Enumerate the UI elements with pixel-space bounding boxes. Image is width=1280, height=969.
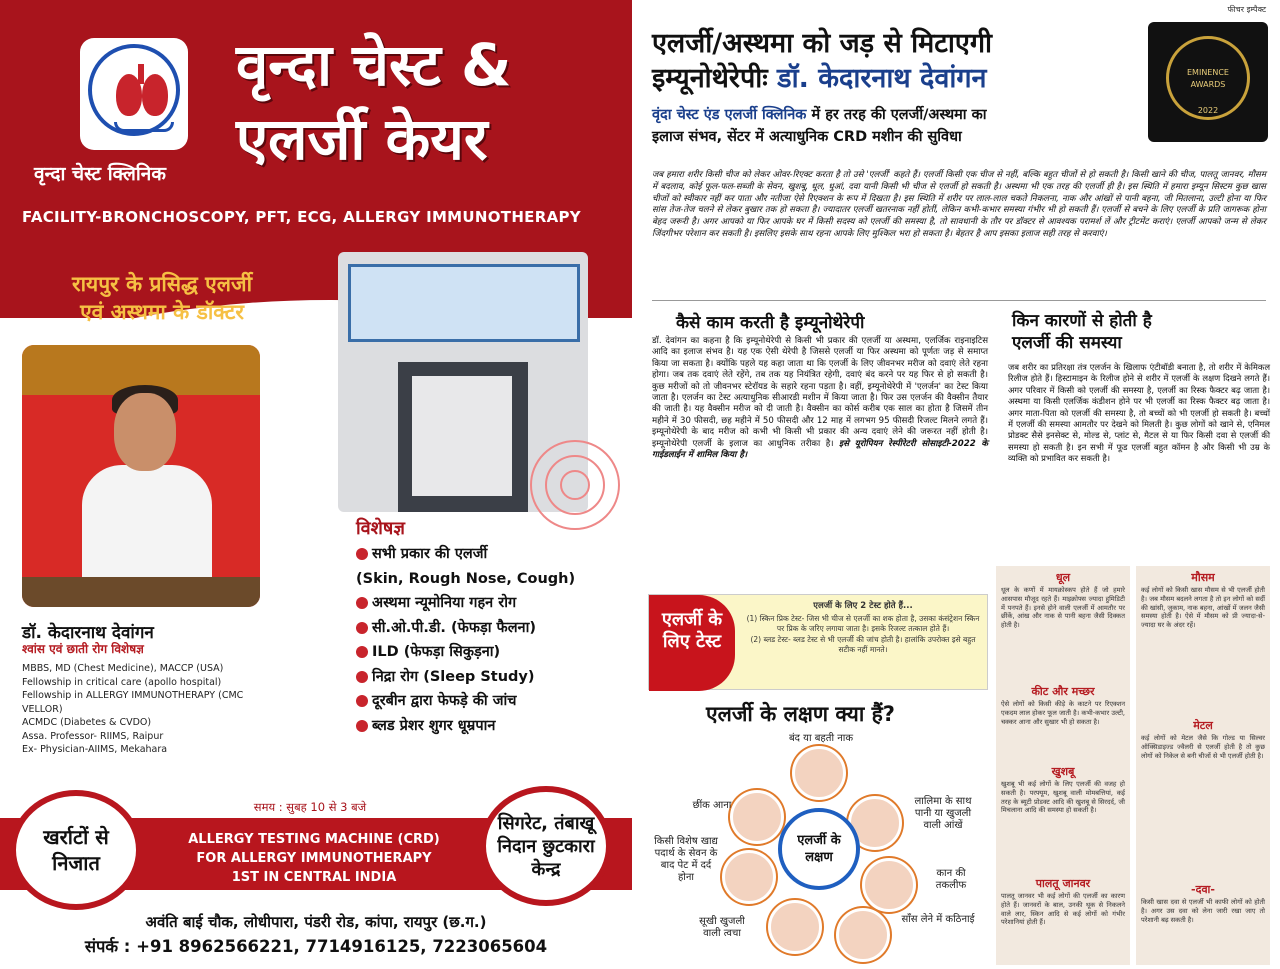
smoking-badge: सिगरेट, तंबाखू निदान छुटकारा केन्द्र [480, 786, 612, 906]
lung-icon [142, 74, 168, 116]
article-headline: एलर्जी/अस्थमा को जड़ से मिटाएगी इम्यूनोथेरेपीः डॉ. केदारनाथ देवांगन [652, 28, 993, 94]
symptoms-center: एलर्जी के लक्षण [778, 808, 860, 890]
bullet-icon [356, 548, 368, 560]
list-item: अस्थमा न्यूमोनिया गहन रोग [356, 591, 616, 616]
symptoms-heading: एलर्जी के लक्षण क्या हैं? [706, 702, 895, 726]
cause-heading: कीट और मच्छर [1031, 685, 1095, 698]
breath-icon [836, 908, 890, 962]
cause-text: कई लोगों को किसी खास मौसम से भी एलर्जी होती है। जब मौसम बदलने लगता है तो इन लोगों को सर्दी की खांसी, जुकाम, नाक बहना, आंखों में जलन जैसी समस्या होती है। ऐसे में मौसम को प्री ज्यादा-से-ज्यादा घर के अंदर रहें। [1141, 586, 1265, 630]
specialties-heading: विशेषज्ञ [356, 518, 405, 539]
article-column-why: जब शरीर का प्रतिरक्षा तंत्र एलर्जन के खिलाफ एंटीबॉडी बनाता है, तो शरीर में केमिकल रिलीज होते हैं। हिस्टामाइन के रिलीज होने से शरीर में एलर्जी के लक्षण दिखने लगते हैं। अगर परिवार में किसी को एलर्जी की समस्या है, एलर्जी का रिस्क फैक्टर बढ़ जाता है। अस्थमा या किसी एलर्जिक कंडीशन होने पर भी एलर्जी का रिस्क फैक्टर बढ़ जाता है। अगर माता-पिता को एलर्जी की समस्या है, तो बच्चों को भी एलर्जी हो सकती है। बच्चों में एलर्जी की समस्या आमतौर पर देखने को मिलती है। कुछ लोगों को खाने से, एनिमल प्रोडक्ट सैसे इनसेक्ट से, मोल्ड से, प्लांट से, मैटल से या फिर किसी दवा से एलर्जी की समस्या हो सकती है। इन सभी में फूड एलर्जी बहुत कॉमन है और किसी भी उम्र के व्यक्ति को प्रभावित कर सकती है। [1008, 362, 1270, 464]
test-label: एलर्जी के लिए टेस्ट [649, 595, 735, 691]
hand-icon [114, 122, 174, 132]
bullet-icon [356, 622, 368, 634]
specialties-list [356, 542, 616, 738]
cause-heading: धूल [1055, 571, 1071, 584]
cause-heading: मेटल [1193, 719, 1213, 732]
list-item: सी.ओ.पी.डी. (फेफड़ा फैलना) [356, 616, 616, 641]
article-column-how: डॉ. देवांगन का कहना है कि इम्यूनोथेरेपी से किसी भी प्रकार की एलर्जी या अस्थमा, एलर्जिक राइनाइटिस आदि का इलाज संभव है। यह एक ऐसी थेरेपी है जिससे एलर्जी या फिर अस्थमा को पूर्णतः जड़ से समाप्त किया जा सकता है। क्योंकि पहले यह कहा जाता था कि एलर्जी के लिए जीवनभर मरीज को दवाएं लेते रहना होगा। जब तक दवाएं लेते रहेंगे, तब तक यह नियंत्रित रहेगी, दवाएं बंद करने पर यह फिर से हो सकती है। कुछ मरीजों को तो जीवनभर स्टेरॉयड के सहारे रहना पड़ता है। वहीं, इम्यूनोथेरेपी में 'एलर्जन' का टेस्ट किया जाता है। एलर्जन का टेस्ट अत्याधुनिक सीआरडी मशीन में किया जाता है। फिर उस एलर्जन की वैक्सीन तैयार की जाती है। यह वैक्सीन मरीज को दी जाती है। वैक्सीन का कोर्स करीब एक साल का होता है जिसमें तीन महीने में 30 फीसदी, छह महीने में 50 फीसदी और 12 माह में लगभग 95 फीसदी रिजल्ट मिलने लगते हैं। इम्यूनोथेरेपी के बाद मरीज को कभी भी किसी भी प्रकार की अन्य दवाएं लेने की जरूरत नहीं होती है। इम्यूनोथेरेपी एलर्जी के इलाज का आधुनिक तरीका है। इसे यूरोपियन रेस्पीरेटरी सोसाइटी-2022 के गाईडलाईन में शामिल किया है। [652, 336, 988, 461]
clinic-advertisement [0, 0, 632, 969]
bullet-icon [356, 695, 368, 707]
stomach-icon [722, 850, 776, 904]
list-item: ब्लड प्रेशर शुगर धूम्रपान [356, 714, 616, 739]
divider [652, 300, 1266, 301]
list-item: सभी प्रकार की एलर्जी [356, 542, 616, 567]
test-text: एलर्जी के लिए 2 टेस्ट होते हैं... (1) स्किन प्रिक टेस्ट- जिस भी चीज से एलर्जी का शक होता है, उसका कंसंट्रेशन स्किन पर प्रिक के जरिए लगाया जाता है। इसके रिजल्ट तत्काल होते हैं। (2) ब्लड टेस्ट- ब्लड टेस्ट से भी एलर्जी की जांच होती है। हालांकि उपरोक्त इसे बहुत सटीक नहीं मानते। [746, 601, 980, 654]
symptom-label: छींक आना [692, 800, 732, 811]
machine-text: ALLERGY TESTING MACHINE (CRD) FOR ALLERGY IMMUNOTHERAPY 1ST IN CENTRAL INDIA [188, 832, 440, 885]
snoring-badge: खर्राटों से निजात [10, 790, 142, 910]
ear-icon [862, 858, 916, 912]
symptom-label: किसी विशेष खाद्य पदार्थ के सेवन के बाद पेट में दर्द होना [654, 836, 718, 883]
cause-heading: पालतू जानवर [1035, 877, 1091, 890]
clinic-timing: समय : सुबह 10 से 3 बजे [253, 800, 367, 814]
cause-heading: खुशबू [1051, 765, 1075, 778]
cause-text: ऐसे लोगों को किसी कीड़े के काटने पर रिएक्शन एकदम लाल होकर फूल जाती है। कभी-कभार उल्टी, चक्कर आना और सुखार भी हो सकता है। [1001, 700, 1125, 726]
clinic-name: वृन्दा चेस्ट क्लिनिक [34, 163, 166, 185]
qualifications: MBBS, MD (Chest Medicine), MACCP (USA) Fellowship in critical care (apollo hospital) Fellowship in ALLERGY IMMUNOTHERAPY (CMC VELLOR) ACMDC (Diabetes & CVDO) Assa. Professor- RIIMS, Raipur Ex- Physician-AIIMS, Mekahara [22, 663, 244, 755]
nose-icon [792, 746, 846, 800]
cause-heading: मौसम [1191, 571, 1215, 584]
symptom-label: बंद या बहती नाक [788, 733, 854, 744]
cause-text: पालतू जानवर भी कई लोगों की एलर्जी का कारण होते हैं। जानवरों के बाल, उनकी थूक से निकलने वाले लार, स्किन आदि से कई लोगों को गंभीर परेशानियां होती हैं। [1001, 892, 1125, 927]
article-intro: जब हमारा शरीर किसी चीज को लेकर ओवर-रिएक्ट करता है तो उसे 'एलर्जी' कहते हैं। एलर्जी किसी एक चीज से नहीं, बल्कि बहुत चीजों से हो सकती है। किसी खाने की चीज, पालतू जानवर, मौसम में बदलाव, कोई फूल-फल-सब्जी के सेवन, खुशबू, धूल, धुआं, दवा यानी किसी भी चीज से एलर्जी हो सकती है। अस्थमा भी एक तरह की एलर्जी ही है। इस स्थिति में हमारा इम्यून सिस्टम कुछ खास चीजों को स्वीकार नहीं कर पाता और नतीजा ऐसे रिएक्शन के रूप में दिखता है। इस स्थिति में शरीर पर लाल-लाल चकते निकलना, नाक और आंखों से पानी बहना, जी मितलाना, उल्टी होना या फिर सांस तेज-तेज चलने से लेकर बुखार तक हो सकता है। ज्यादातर एलर्जी खतरनाक नहीं होतीं, लेकिन कभी-कभार समस्या गंभीर भी हो सकती हैं। एलर्जी से बचने के लिए एलर्जी के प्रति जागरूक होना बेहद जरूरी है। अगर आपको या फिर आपके घर में किसी सदस्य को एलर्जी की समस्या है, तो सावधानी के तौर पर डॉक्टर से आवश्यक परामर्श लें और ट्रीटमेंट कराएं। एलर्जी आपको जन्म से लेकर जिंदगीभर परेशान कर सकती है। इसलिए इसके साथ रहना आपके लिए मुश्किल भरा हो सकता है। बेहतर है आप इसका इलाज सही तरह से करवाएं। [652, 170, 1266, 239]
cause-heading: -दवा- [1191, 883, 1215, 896]
award-badge: EMINENCE AWARDS 2022 [1148, 22, 1268, 142]
list-item: (Skin, Rough Nose, Cough) [356, 570, 576, 587]
skin-icon [768, 900, 822, 954]
cause-text: खुशबू भी कई लोगों के लिए एलर्जी की वजह हो सकती है। परफ्यूम, खुशबू वाली मोमबत्तियां, कई तरह के ब्यूटी प्रोडक्ट आदि की खुशबू से सिरदर्द, जी मिचलाना आदि की समस्या हो सकती है। [1001, 780, 1125, 815]
lung-icon [116, 74, 142, 116]
clinic-address: अवंति बाई चौक, लोधीपारा, पंडरी रोड, कांपा, रायपुर (छ.ग.) [145, 913, 487, 931]
section-heading-why: किन कारणों से होती है एलर्जी की समस्या [1012, 311, 1152, 353]
allergy-causes-sidebar [996, 566, 1270, 965]
list-item: ILD (फेफड़ा सिकुड़ना) [356, 640, 616, 665]
doctor-photo [22, 345, 260, 607]
facility-list: FACILITY-BRONCHOSCOPY, PFT, ECG, ALLERGY IMMUNOTHERAPY [22, 208, 581, 226]
clinic-logo [80, 38, 188, 150]
section-heading-how: कैसे काम करती है इम्यूनोथेरेपी [676, 313, 865, 333]
symptom-label: साँस लेने में कठिनाई [901, 914, 975, 925]
feature-label: फीचर इम्पैक्ट [1227, 5, 1266, 14]
contact-numbers: संपर्क : +91 8962566221, 7714916125, 7223065604 [84, 937, 548, 956]
symptom-label: लालिमा के साथ पानी या खुजली वाली आंखें [914, 796, 972, 831]
bullet-icon [356, 720, 368, 732]
symptom-label: कान की तकलीफ [935, 868, 967, 891]
bullet-icon [356, 597, 368, 609]
cause-text: किसी खास दवा से एलर्जी भी काफी लोगों को होती है। अगर उस दवा को लेना जारी रखा जाए तो परेशानी बढ़ सकती है। [1141, 898, 1265, 924]
cause-text: कई लोगों को मेटल जैसे कि गोल्ड या सिल्वर ऑक्सिडाइज्ड ज्वैलरी से एलर्जी होती है तो कुछ लोगों को निकेल से बनी चीजों से भी एलर्जी होती है। [1141, 734, 1265, 760]
brand-title: वृन्दा चेस्ट & एलर्जी केयर [236, 31, 512, 173]
doctor-specialty: श्वांस एवं छाती रोग विशेषज्ञ [22, 642, 144, 656]
article [636, 0, 1280, 969]
symptom-label: सूखी खुजली वाली त्वचा [699, 916, 745, 939]
tagline: रायपुर के प्रसिद्ध एलर्जी एवं अस्थमा के डॉक्टर [71, 272, 253, 324]
decorative-circles-icon [520, 430, 630, 540]
logo-ring-icon [88, 44, 180, 136]
cause-text: धूल के कणों में मायक्रोस्कप होते हैं जो हमारे आसपास मौजूद रहते हैं। माइक्रोफ्स ज्यादा हुमिडिटी में पनपते हैं। इनसे होने वाली एलर्जी में आमतौर पर छींकें, आंख और नाक से पानी बहना जैसी दिक्कत होती है। [1001, 586, 1125, 630]
article-subheadline: वृंदा चेस्ट एंड एलर्जी क्लिनिक में हर तरह की एलर्जी/अस्थमा का इलाज संभव, सेंटर में अत्याधुनिक CRD मशीन की सुविधा [652, 107, 987, 145]
list-item: निद्रा रोग (Sleep Study) [356, 665, 616, 690]
allergy-test-box [648, 594, 988, 690]
bullet-icon [356, 646, 368, 658]
list-item: दूरबीन द्वारा फेफड़े की जांच [356, 689, 616, 714]
sneeze-icon [730, 790, 784, 844]
bullet-icon [356, 671, 368, 683]
doctor-name: डॉ. केदारनाथ देवांगन [22, 623, 154, 643]
